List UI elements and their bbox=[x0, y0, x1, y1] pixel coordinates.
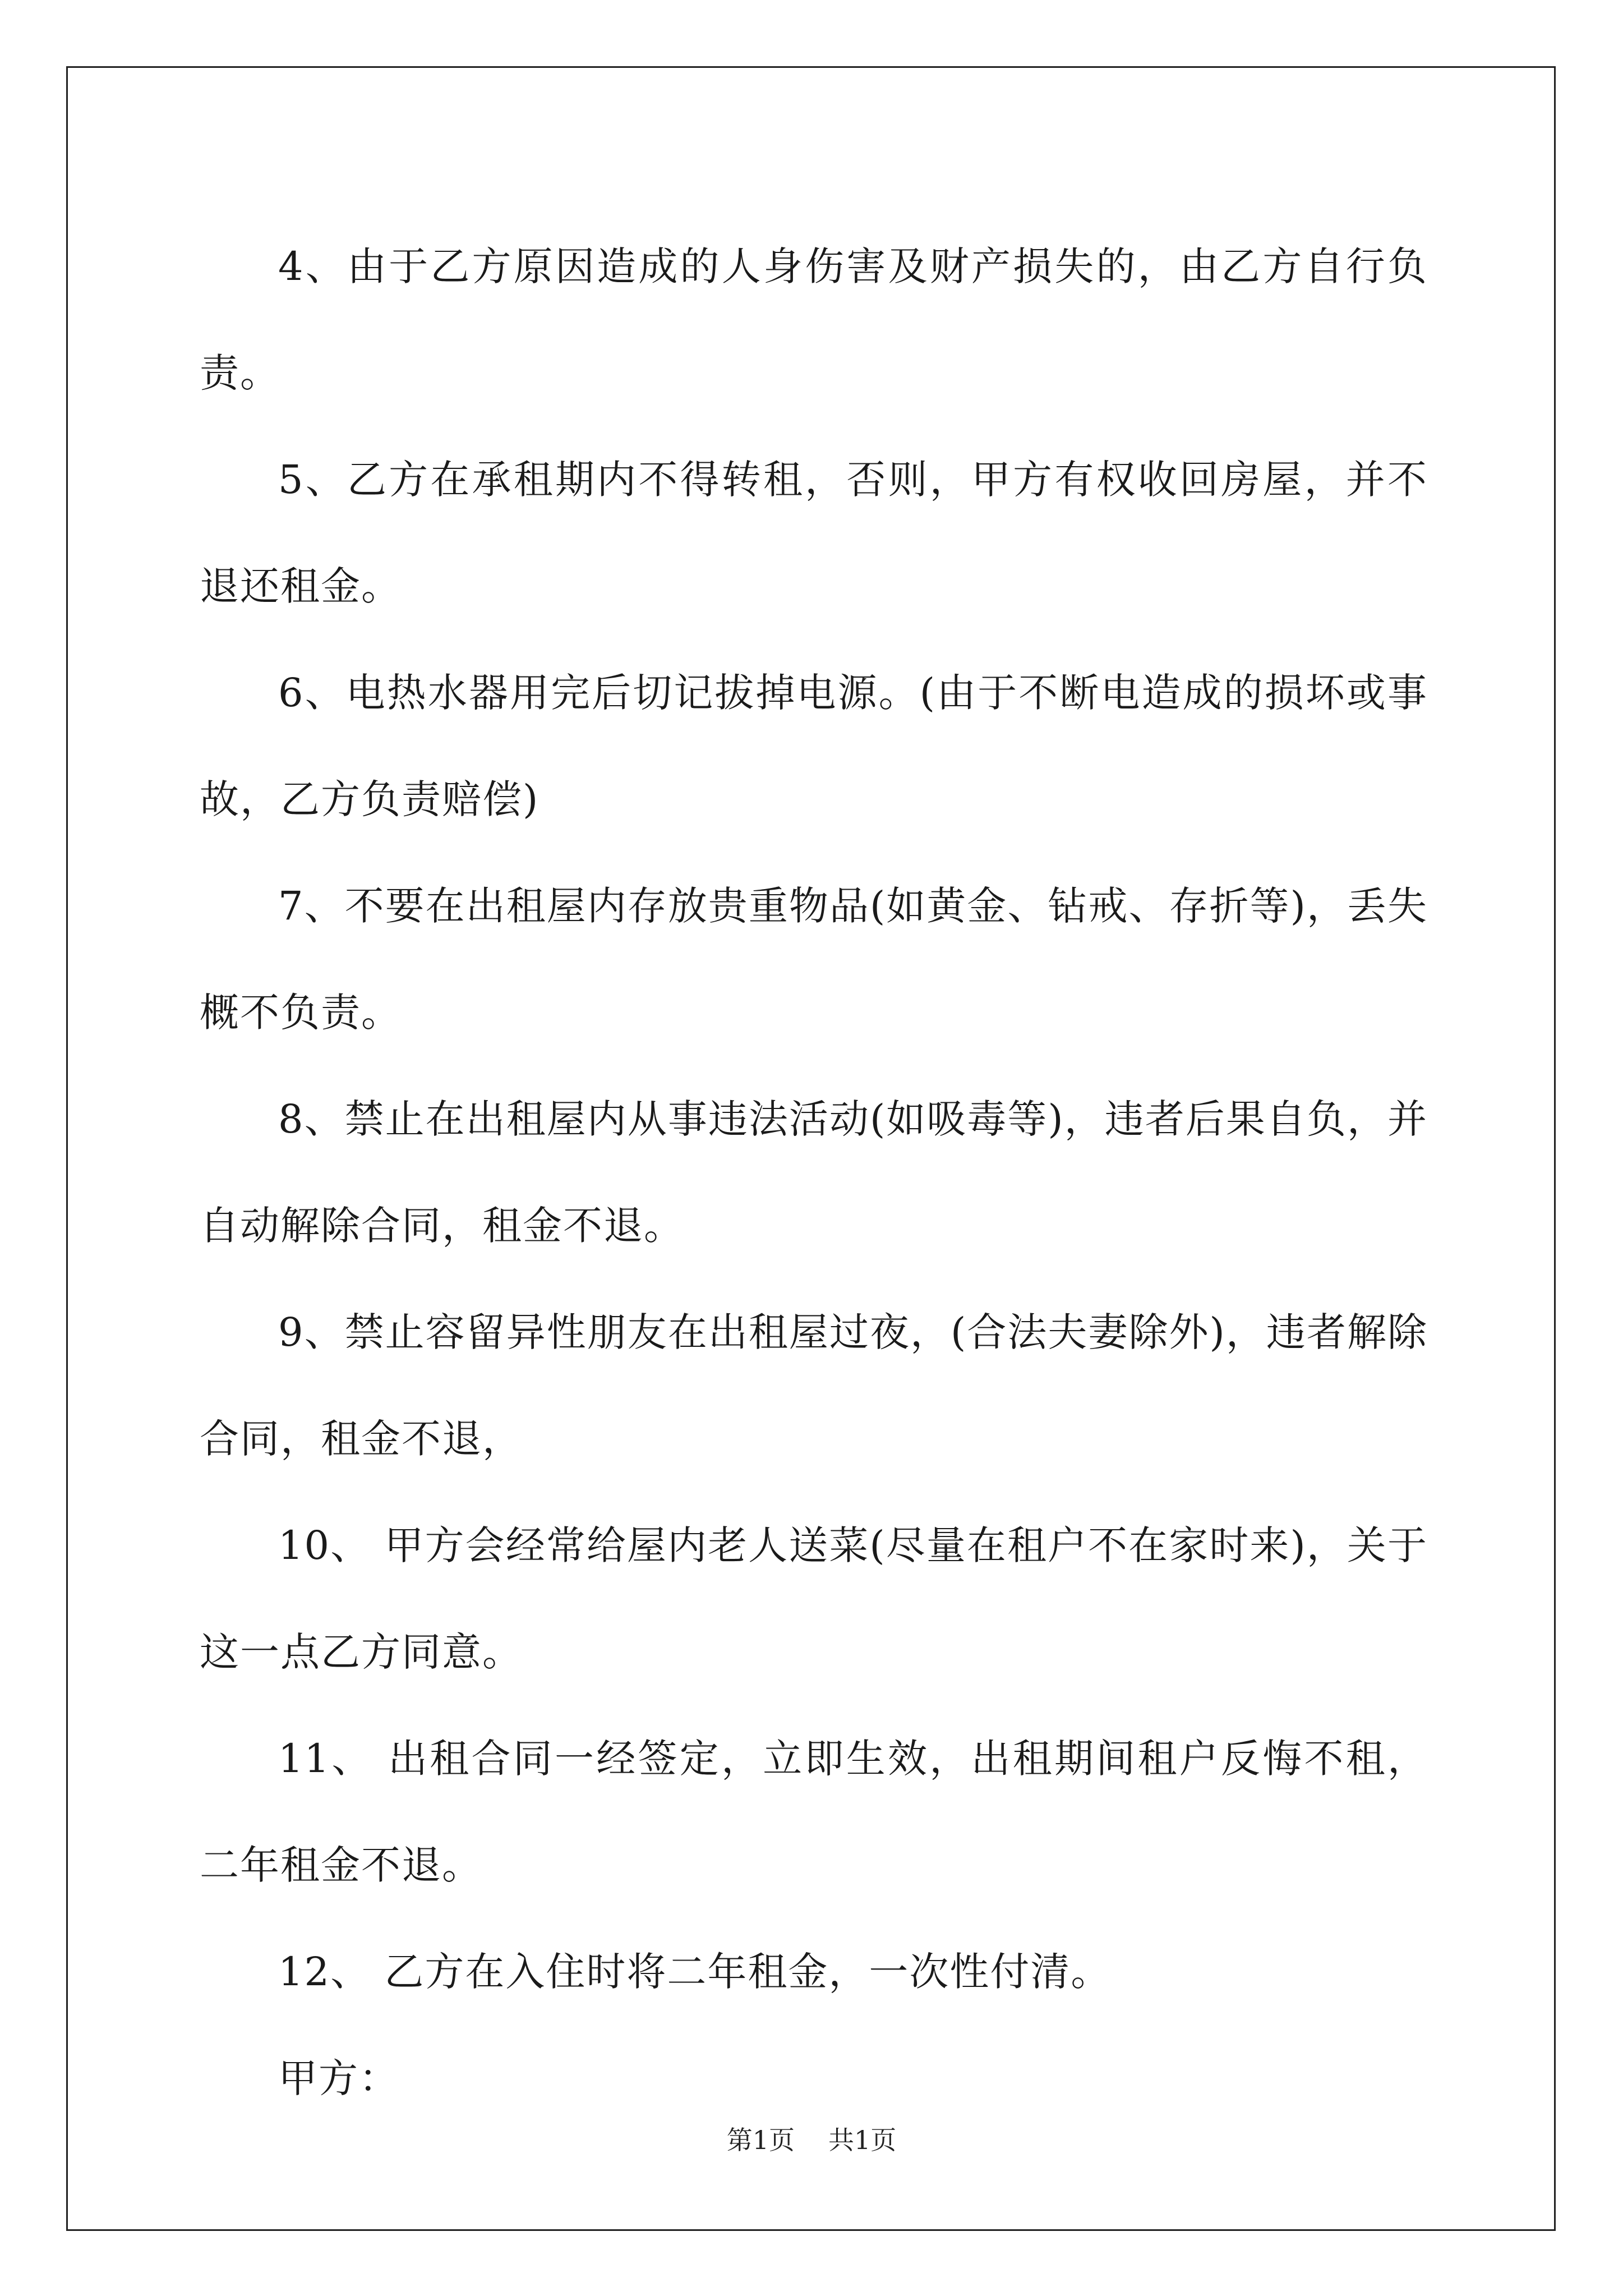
clause-8: 8、禁止在出租屋内从事违法活动(如吸毒等)，违者后果自负，并自动解除合同，租金不退。 bbox=[200, 1096, 1428, 1249]
clause-6: 6、电热水器用完后切记拔掉电源。(由于不断电造成的损坏或事故，乙方负责赔偿) bbox=[200, 670, 1428, 822]
page-total: 共1页 bbox=[828, 2125, 897, 2155]
document-body bbox=[200, 213, 1428, 2132]
page-footer bbox=[0, 2123, 1623, 2157]
page-number: 第1页 bbox=[726, 2125, 795, 2155]
party-a-signature-label: 甲方： bbox=[278, 2055, 399, 2101]
clause-7: 7、不要在出租屋内存放贵重物品(如黄金、钻戒、存折等)，丢失概不负责。 bbox=[200, 883, 1428, 1036]
clause-5: 5、乙方在承租期内不得转租，否则，甲方有权收回房屋，并不退还租金。 bbox=[200, 457, 1428, 609]
clause-11: 11、 出租合同一经签定，立即生效，出租期间租户反悔不租，二年租金不退。 bbox=[200, 1736, 1428, 1888]
clause-12: 12、 乙方在入住时将二年租金，一次性付清。 bbox=[278, 1949, 1112, 1995]
clause-4: 4、由于乙方原因造成的人身伤害及财产损失的，由乙方自行负责。 bbox=[200, 243, 1428, 396]
clause-10: 10、 甲方会经常给屋内老人送菜(尽量在租户不在家时来)，关于这一点乙方同意。 bbox=[200, 1522, 1428, 1675]
clause-9: 9、禁止容留异性朋友在出租屋过夜，(合法夫妻除外)，违者解除合同，租金不退， bbox=[200, 1309, 1428, 1462]
